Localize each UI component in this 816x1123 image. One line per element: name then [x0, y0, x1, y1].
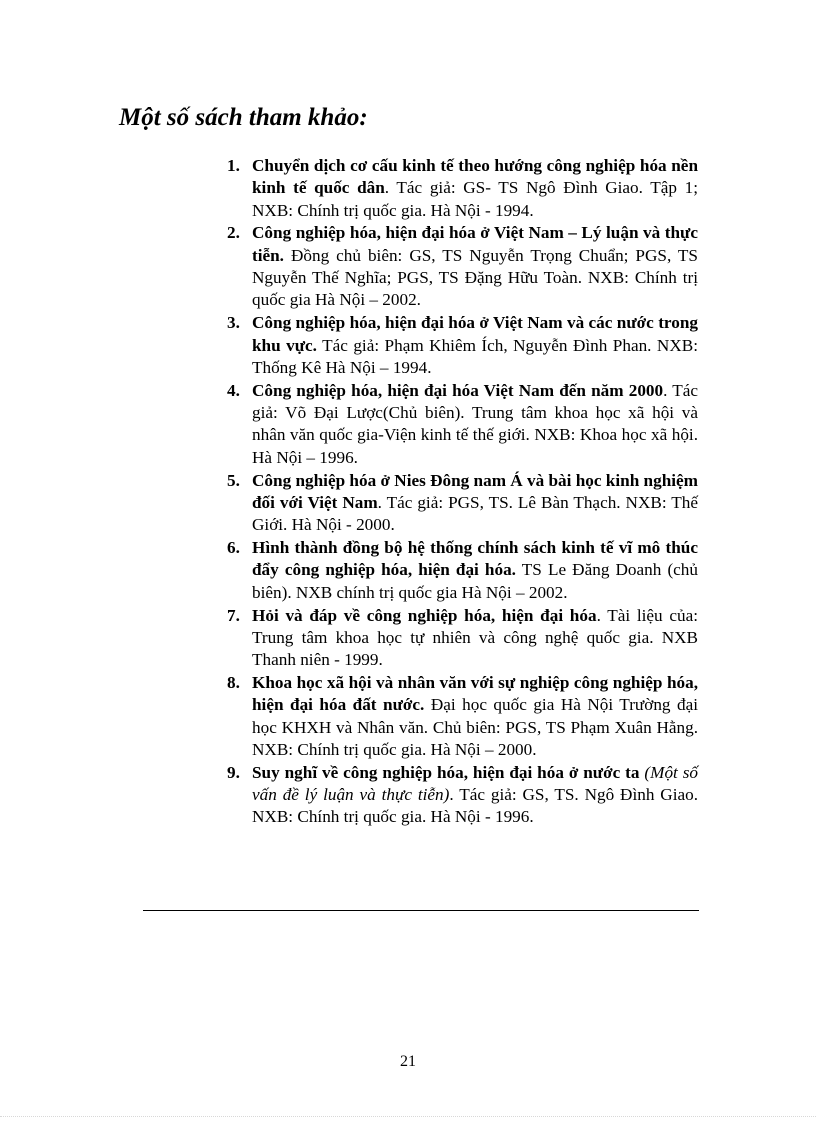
reference-title: Hỏi và đáp về công nghiệp hóa, hiện đại hóa: [252, 605, 597, 625]
reference-title: Suy nghĩ về công nghiệp hóa, hiện đại hóa ở nước ta: [252, 762, 640, 782]
reference-item: [227, 222, 698, 311]
reference-number: 2.: [227, 223, 240, 243]
reference-number: 9.: [227, 762, 240, 782]
reference-title: Công nghiệp hóa ở Nies Đông nam Á và bài học kinh nghiệm đối với Việt Nam: [252, 470, 698, 512]
reference-number: 4.: [227, 380, 240, 400]
reference-item: [227, 762, 699, 829]
reference-item: [227, 380, 699, 469]
reference-details: . Tác giả: GS, TS. Ngô Đình Giao. NXB: Chính trị quốc gia. Hà Nội - 1996.: [252, 785, 699, 827]
reference-number: 5.: [227, 470, 240, 490]
reference-details: Đại học quốc gia Hà Nội Trường đại học KHXH và Nhân văn. Chủ biên: PGS, TS Phạm Xuân Hằng. NXB: Chính trị quốc gia. Hà Nội – 2000.: [252, 695, 698, 759]
reference-item: [227, 155, 699, 222]
reference-details: Đồng chủ biên: GS, TS Nguyễn Trọng Chuẩn; PGS, TS Nguyễn Thế Nghĩa; PGS, TS Đặng Hữu Toàn. NXB: Chính trị quốc gia Hà Nội – 2002.: [252, 245, 698, 310]
reference-details: . Tác giả: GS- TS Ngô Đình Giao. Tập 1; NXB: Chính trị quốc gia. Hà Nội - 1994.: [252, 178, 699, 220]
reference-number: 6.: [227, 538, 240, 558]
reference-title: Công nghiệp hóa, hiện đại hóa Việt Nam đến năm 2000: [252, 380, 664, 400]
footnote-separator: [143, 910, 699, 911]
reference-number: 1.: [227, 156, 240, 175]
reference-title: Công nghiệp hóa, hiện đại hóa ở Việt Nam và các nước trong khu vực.: [252, 313, 698, 355]
reference-item: [227, 605, 698, 672]
page-bottom-edge: [0, 1116, 816, 1117]
reference-number: 8.: [227, 672, 240, 692]
reference-details: Tác giả: Phạm Khiêm Ích, Nguyễn Đình Phan. NXB: Thống Kê Hà Nội – 1994.: [252, 335, 698, 377]
references-heading: Một số sách tham khảo:: [119, 104, 368, 131]
page-number: 21: [400, 1053, 416, 1070]
reference-details: . Tác giả: PGS, TS. Lê Bàn Thạch. NXB: Thế Giới. Hà Nội - 2000.: [252, 492, 699, 535]
reference-title: Hình thành đồng bộ hệ thống chính sách kinh tế vĩ mô thúc đẩy công nghiệp hóa, hiện đại hóa.: [252, 538, 698, 580]
reference-subtitle: (Một số vấn đề lý luận và thực tiễn): [252, 762, 698, 805]
reference-item: [227, 537, 698, 604]
reference-title: Công nghiệp hóa, hiện đại hóa ở Việt Nam – Lý luận và thực tiễn.: [252, 223, 698, 265]
reference-title: Khoa học xã hội và nhân văn với sự nghiệp công nghiệp hóa, hiện đại hóa đất nước.: [252, 672, 698, 715]
reference-number: 3.: [227, 313, 240, 333]
reference-title: Chuyển dịch cơ cấu kinh tế theo hướng công nghiệp hóa nền kinh tế quốc dân: [252, 156, 698, 198]
reference-details: . Tài liệu của: Trung tâm khoa học tự nhiên và công nghệ quốc gia. NXB Thanh niên - 1999.: [252, 605, 698, 670]
reference-number: 7.: [227, 605, 240, 625]
reference-details: . Tác giả: Võ Đại Lược(Chủ biên). Trung tâm khoa học xã hội và nhân văn quốc gia-Viện kinh tế thế giới. NXB: Khoa học xã hội. Hà Nội – 1996.: [252, 380, 699, 467]
reference-item: [227, 470, 699, 537]
reference-list: [227, 155, 699, 829]
reference-item: [227, 312, 698, 379]
reference-item: [227, 672, 698, 761]
reference-details: TS Le Đăng Doanh (chủ biên). NXB chính trị quốc gia Hà Nội – 2002.: [252, 560, 698, 602]
